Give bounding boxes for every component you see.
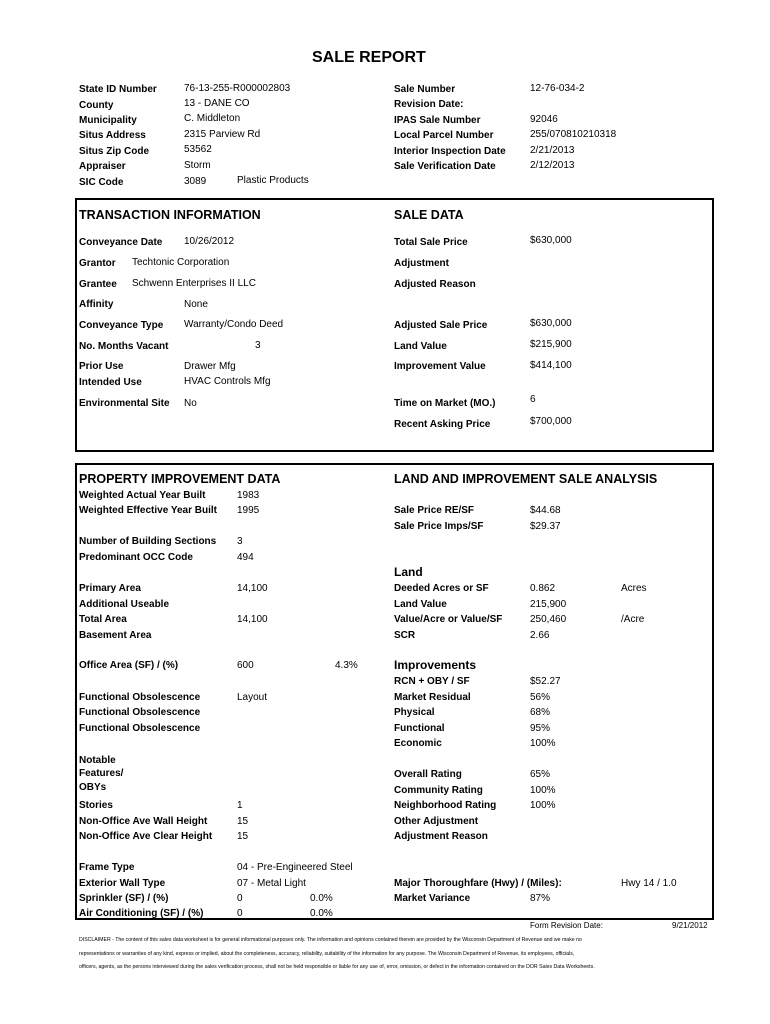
prior-use-label: Prior Use xyxy=(79,361,124,372)
exterior-wall-value: 07 - Metal Light xyxy=(237,878,306,889)
interior-inspection-label: Interior Inspection Date xyxy=(394,146,506,157)
months-vacant-value: 3 xyxy=(255,340,261,351)
air-conditioning-pct: 0.0% xyxy=(310,908,333,919)
adjusted-sale-price-value: $630,000 xyxy=(530,318,572,329)
sprinkler-pct: 0.0% xyxy=(310,893,333,904)
adjustment-label: Adjustment xyxy=(394,258,449,269)
physical-value: 68% xyxy=(530,707,551,718)
neighborhood-rating-label: Neighborhood Rating xyxy=(394,800,497,811)
county-value: 13 - DANE CO xyxy=(184,98,250,109)
environmental-site-label: Environmental Site xyxy=(79,398,170,409)
office-area-label: Office Area (SF) / (%) xyxy=(79,660,179,671)
office-area-sf: 600 xyxy=(237,660,254,671)
prior-use-value: Drawer Mfg xyxy=(184,361,236,372)
deeded-acres-value: 0.862 xyxy=(530,583,556,594)
year-built-value: 1983 xyxy=(237,490,260,501)
market-variance-value: 87% xyxy=(530,893,551,904)
sic-code-description: Plastic Products xyxy=(237,175,309,186)
sale-number-label: Sale Number xyxy=(394,84,456,95)
local-parcel-label: Local Parcel Number xyxy=(394,130,494,141)
disclaimer-line-1: DISCLAIMER - The content of this sales data worksheet is for general informational purposes only. The information and opinions contained therein are provided by the Wisconsin Department of Revenue and we make no xyxy=(79,937,582,943)
recent-asking-price-value: $700,000 xyxy=(530,416,572,427)
appraiser-value: Storm xyxy=(184,160,211,171)
basement-area-label: Basement Area xyxy=(79,630,152,641)
land-value-value: $215,900 xyxy=(530,339,572,350)
sale-number-value: 12-76-034-2 xyxy=(530,83,585,94)
conveyance-date-value: 10/26/2012 xyxy=(184,236,235,247)
state-id-value: 76-13-255-R000002803 xyxy=(184,83,291,94)
situs-address-label: Situs Address xyxy=(79,130,146,141)
economic-label: Economic xyxy=(394,738,442,749)
functional-obsolescence-2-label: Functional Obsolescence xyxy=(79,707,201,718)
property-heading: PROPERTY IMPROVEMENT DATA xyxy=(79,472,281,486)
municipality-label: Municipality xyxy=(79,115,137,126)
sprinkler-label: Sprinkler (SF) / (%) xyxy=(79,893,169,904)
intended-use-label: Intended Use xyxy=(79,377,142,388)
stories-label: Stories xyxy=(79,800,113,811)
features-label: Features/ xyxy=(79,768,124,779)
conveyance-date-label: Conveyance Date xyxy=(79,237,163,248)
deeded-acres-unit: Acres xyxy=(621,583,647,594)
air-conditioning-sf: 0 xyxy=(237,908,243,919)
sic-code-label: SIC Code xyxy=(79,177,124,188)
total-sale-price-label: Total Sale Price xyxy=(394,237,468,248)
functional-obsolescence-3-label: Functional Obsolescence xyxy=(79,723,201,734)
scr-label: SCR xyxy=(394,630,416,641)
air-conditioning-label: Air Conditioning (SF) / (%) xyxy=(79,908,204,919)
primary-area-label: Primary Area xyxy=(79,583,141,594)
state-id-label: State ID Number xyxy=(79,84,157,95)
conveyance-type-label: Conveyance Type xyxy=(79,320,164,331)
appraiser-label: Appraiser xyxy=(79,161,126,172)
sale-verification-label: Sale Verification Date xyxy=(394,161,496,172)
market-residual-label: Market Residual xyxy=(394,692,471,703)
effective-year-label: Weighted Effective Year Built xyxy=(79,505,218,516)
county-label: County xyxy=(79,100,114,111)
functional-value: 95% xyxy=(530,723,551,734)
neighborhood-rating-value: 100% xyxy=(530,800,556,811)
sprinkler-sf: 0 xyxy=(237,893,243,904)
market-residual-value: 56% xyxy=(530,692,551,703)
value-per-acre-unit: /Acre xyxy=(621,614,645,625)
grantee-label: Grantee xyxy=(79,279,117,290)
grantor-label: Grantor xyxy=(79,258,116,269)
time-on-market-value: 6 xyxy=(530,394,536,405)
analysis-land-value-value: 215,900 xyxy=(530,599,567,610)
sale-data-heading: SALE DATA xyxy=(394,208,464,222)
recent-asking-price-label: Recent Asking Price xyxy=(394,419,491,430)
months-vacant-label: No. Months Vacant xyxy=(79,341,169,352)
grantee-value: Schwenn Enterprises II LLC xyxy=(132,278,256,289)
disclaimer-line-2: representations or warranties of any kind, express or implied, about the completeness, accuracy, reliability, suitability of the information for any purpose. The Wisconsin Department of Revenue, its employees, officials, xyxy=(79,951,575,957)
occ-code-label: Predominant OCC Code xyxy=(79,552,193,563)
sale-price-imps-sf-value: $29.37 xyxy=(530,521,561,532)
page-title: SALE REPORT xyxy=(312,49,426,66)
total-area-value: 14,100 xyxy=(237,614,268,625)
clear-height-value: 15 xyxy=(237,831,249,842)
clear-height-label: Non-Office Ave Clear Height xyxy=(79,831,213,842)
scr-value: 2.66 xyxy=(530,630,550,641)
affinity-value: None xyxy=(184,299,208,310)
adjustment-reason-label: Adjustment Reason xyxy=(394,831,488,842)
functional-obsolescence-1-label: Functional Obsolescence xyxy=(79,692,201,703)
environmental-site-value: No xyxy=(184,398,197,409)
analysis-land-value-label: Land Value xyxy=(394,599,447,610)
building-sections-value: 3 xyxy=(237,536,243,547)
affinity-label: Affinity xyxy=(79,299,114,310)
situs-zip-value: 53562 xyxy=(184,144,212,155)
year-built-label: Weighted Actual Year Built xyxy=(79,490,206,501)
form-revision-label: Form Revision Date: xyxy=(530,921,603,930)
disclaimer-line-3: officers, agents, as the persons interviewed during the sales verification process, shall not be held responsible or liable for any use of, error, omission, or defect in the information contained on the DOR Sales Data Worksheets. xyxy=(79,964,595,970)
sale-price-re-sf-value: $44.68 xyxy=(530,505,561,516)
overall-rating-label: Overall Rating xyxy=(394,769,462,780)
sale-price-imps-sf-label: Sale Price Imps/SF xyxy=(394,521,484,532)
additional-useable-label: Additional Useable xyxy=(79,599,170,610)
primary-area-value: 14,100 xyxy=(237,583,268,594)
sale-verification-value: 2/12/2013 xyxy=(530,160,575,171)
other-adjustment-label: Other Adjustment xyxy=(394,816,479,827)
intended-use-value: HVAC Controls Mfg xyxy=(184,376,271,387)
local-parcel-value: 255/070810210318 xyxy=(530,129,617,140)
interior-inspection-value: 2/21/2013 xyxy=(530,145,575,156)
functional-label: Functional xyxy=(394,723,445,734)
notable-label: Notable xyxy=(79,755,116,766)
wall-height-label: Non-Office Ave Wall Height xyxy=(79,816,208,827)
situs-address-value: 2315 Parview Rd xyxy=(184,129,261,140)
wall-height-value: 15 xyxy=(237,816,249,827)
situs-zip-label: Situs Zip Code xyxy=(79,146,149,157)
frame-type-value: 04 - Pre-Engineered Steel xyxy=(237,862,353,873)
overall-rating-value: 65% xyxy=(530,769,551,780)
revision-date-label: Revision Date: xyxy=(394,99,464,110)
transaction-heading: TRANSACTION INFORMATION xyxy=(79,208,261,222)
adjusted-sale-price-label: Adjusted Sale Price xyxy=(394,320,488,331)
form-revision-date: 9/21/2012 xyxy=(672,921,708,930)
time-on-market-label: Time on Market (MO.) xyxy=(394,398,496,409)
economic-value: 100% xyxy=(530,738,556,749)
improvement-value-value: $414,100 xyxy=(530,360,572,371)
rcn-oby-sf-label: RCN + OBY / SF xyxy=(394,676,470,687)
market-variance-label: Market Variance xyxy=(394,893,471,904)
total-sale-price-value: $630,000 xyxy=(530,235,572,246)
functional-obsolescence-1-value: Layout xyxy=(237,692,268,703)
value-per-acre-value: 250,460 xyxy=(530,614,567,625)
stories-value: 1 xyxy=(237,800,243,811)
ipas-sale-number-label: IPAS Sale Number xyxy=(394,115,481,126)
analysis-heading: LAND AND IMPROVEMENT SALE ANALYSIS xyxy=(394,472,658,486)
major-thoroughfare-label: Major Thoroughfare (Hwy) / (Miles): xyxy=(394,878,562,889)
exterior-wall-label: Exterior Wall Type xyxy=(79,878,166,889)
value-per-acre-label: Value/Acre or Value/SF xyxy=(394,614,503,625)
frame-type-label: Frame Type xyxy=(79,862,135,873)
physical-label: Physical xyxy=(394,707,435,718)
land-heading: Land xyxy=(394,565,423,579)
land-value-label: Land Value xyxy=(394,341,447,352)
deeded-acres-label: Deeded Acres or SF xyxy=(394,583,489,594)
rcn-oby-sf-value: $52.27 xyxy=(530,676,561,687)
obys-label: OBYs xyxy=(79,782,107,793)
occ-code-value: 494 xyxy=(237,552,254,563)
community-rating-label: Community Rating xyxy=(394,785,483,796)
effective-year-value: 1995 xyxy=(237,505,260,516)
adjusted-reason-label: Adjusted Reason xyxy=(394,279,476,290)
building-sections-label: Number of Building Sections xyxy=(79,536,217,547)
total-area-label: Total Area xyxy=(79,614,127,625)
sale-price-re-sf-label: Sale Price RE/SF xyxy=(394,505,475,516)
ipas-sale-number-value: 92046 xyxy=(530,114,558,125)
conveyance-type-value: Warranty/Condo Deed xyxy=(184,319,284,330)
community-rating-value: 100% xyxy=(530,785,556,796)
grantor-value: Techtonic Corporation xyxy=(132,257,230,268)
office-area-pct: 4.3% xyxy=(335,660,358,671)
improvements-heading: Improvements xyxy=(394,658,477,672)
major-thoroughfare-value: Hwy 14 / 1.0 xyxy=(621,878,677,889)
improvement-value-label: Improvement Value xyxy=(394,361,486,372)
sic-code-value: 3089 xyxy=(184,176,207,187)
municipality-value: C. Middleton xyxy=(184,113,241,124)
